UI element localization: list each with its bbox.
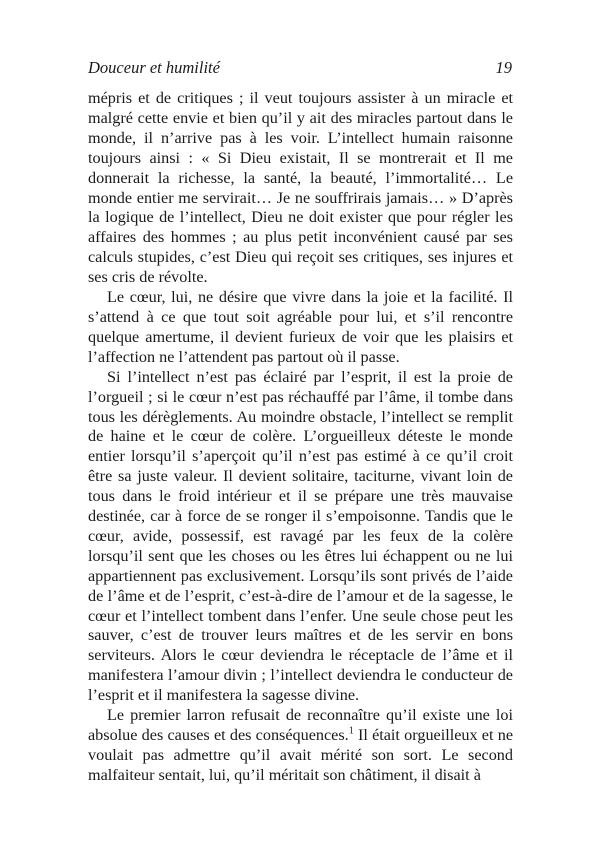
paragraph-continuation: mépris et de critiques ; il veut toujours assister à un miracle et malgré cette envie et bien qu’il y ait des miracles partout dans le monde, il n’arrive pas à les voir. L’intellect humain raisonne toujours ainsi : « Si Dieu existait, Il se montrerait et Il me donnerait la richesse, la santé, la beauté, l’immortalité… Le monde entier me servirait… Je ne souffrirais jamais… » D’après la logique de l’intellect, Dieu ne doit exister que pour régler les affaires des hommes ; au plus petit inconvénient causé par ses calculs stupides, c’est Dieu qui reçoit ses critiques, ses injures et ses cris de révolte. [88, 89, 513, 287]
body-text [88, 89, 513, 786]
footnote-marker[interactable]: 1 [348, 725, 354, 737]
running-header [88, 58, 512, 78]
running-title: Douceur et humilité [88, 58, 220, 77]
paragraph-intellect-pride: Si l’intellect n’est pas éclairé par l’esprit, il est la proie de l’orgueil ; si le cœur n’est pas réchauffé par l’âme, il tombe dans tous les dérèglements. Au moindre obstacle, l’intellect se remplit de haine et le cœur de colère. L’orgueilleux déteste le monde entier lorsqu’il s’aperçoit qu’il n’est pas estimé à ce qu’il croit être sa juste valeur. Il devient solitaire, taciturne, vivant loin de tous dans le froid intérieur et il se prépare une très mauvaise destinée, car à force de se ronger il s’empoisonne. Tandis que le cœur, avide, possessif, est ravagé par les feux de la colère lorsqu’il sent que les choses ou les êtres lui échappent ou ne lui appartiennent pas exclusivement. Lorsqu’ils sont privés de l’aide de l’âme et de l’esprit, c’est-à-dire de l’amour et de la sagesse, le cœur et l’intellect tombent dans l’enfer. Une seule chose peut les sauver, c’est de trouver leurs maîtres et de les servir en bons serviteurs. Alors le cœur deviendra le réceptacle de l’âme et il manifestera l’amour divin ; l’intellect deviendra le conducteur de l’esprit et il manifestera la sagesse divine. [88, 367, 513, 705]
paragraph-text-after-note: Il était orgueilleux et ne voulait pas admettre qu’il avait mérité son sort. Le second malfaiteur sentait, lui, qu’il méritait son châtiment, il disait à [88, 726, 513, 784]
paragraph-heart: Le cœur, lui, ne désire que vivre dans la joie et la facilité. Il s’attend à ce que tout soit agréable pour lui, et s’il rencontre quelque amertume, il devient furieux de voir que les plaisirs et l’affection ne l’attendent pas partout où il passe. [88, 288, 513, 366]
page-number: 19 [495, 58, 512, 77]
paragraph-text-before-note: Le premier larron refusait de reconnaître qu’il existe une loi absolue des causes et des conséquences. [88, 706, 513, 744]
paragraph-first-thief [88, 706, 513, 786]
